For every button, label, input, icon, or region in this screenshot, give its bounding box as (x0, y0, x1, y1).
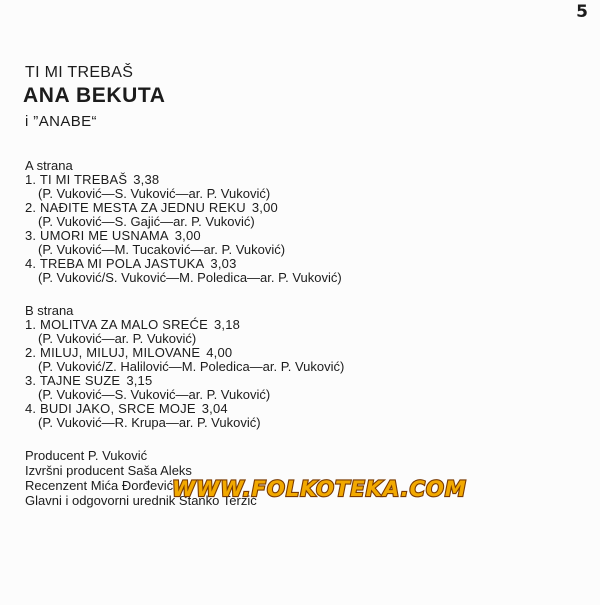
credit-executive-producer: Izvršni producent Saša Aleks (25, 463, 192, 478)
track-duration: 3,04 (201, 401, 228, 416)
side-a-track-3 (25, 229, 585, 243)
credit-producer: Producent P. Vuković (25, 448, 148, 463)
track-duration: 3,38 (133, 172, 160, 187)
side-b-track-3-credits: (P. Vuković—S. Vuković—ar. P. Vuković) (38, 387, 271, 402)
side-b-track-3 (25, 374, 585, 388)
side-a-track-4 (25, 257, 585, 271)
track-title: 4. BUDI JAKO, SRCE MOJE (25, 401, 196, 416)
page-number-mark: 5 (576, 2, 588, 22)
side-b-track-4-credits: (P. Vuković—R. Krupa—ar. P. Vuković) (38, 415, 261, 430)
side-a-track-1-credits: (P. Vuković—S. Vuković—ar. P. Vuković) (38, 186, 271, 201)
side-b-heading: B strana (25, 303, 74, 318)
side-a-heading: A strana (25, 158, 73, 173)
watermark-graphic (168, 475, 528, 501)
track-duration: 3,03 (210, 256, 237, 271)
track-title: 4. TREBA MI POLA JASTUKA (25, 256, 205, 271)
track-duration: 3,00 (174, 228, 201, 243)
watermark-text: WWW.FOLKOTEKA.COM (172, 477, 467, 501)
side-b-track-2 (25, 346, 585, 360)
track-duration: 3,15 (126, 373, 153, 388)
side-a-track-3-credits: (P. Vuković—M. Tucaković—ar. P. Vuković) (38, 242, 286, 257)
side-b-track-2-credits: (P. Vuković/Z. Halilović—M. Poledica—ar. P. Vuković) (38, 359, 345, 374)
side-b-track-1 (25, 318, 585, 332)
track-title: 1. TI MI TREBAŠ (25, 172, 128, 187)
track-duration: 3,00 (251, 200, 278, 215)
track-title: 2. NAĐITE MESTA ZA JEDNU REKU (25, 200, 246, 215)
credit-reviewer: Recenzent Mića Đorđević (25, 478, 174, 493)
side-b-tracklist (25, 318, 585, 430)
side-a-track-2 (25, 201, 585, 215)
track-duration: 4,00 (206, 345, 233, 360)
artist-name: ANA BEKUTA (23, 84, 166, 107)
band-name: i ”ANABE“ (25, 113, 97, 130)
side-b-track-1-credits: (P. Vuković—ar. P. Vuković) (38, 331, 197, 346)
album-title: TI MI TREBAŠ (25, 64, 134, 81)
track-title: 3. TAJNE SUZE (25, 373, 121, 388)
watermark (168, 475, 528, 501)
credit-editor: Glavni i odgovorni urednik Stanko Terzić (25, 493, 257, 508)
side-a-track-2-credits: (P. Vuković—S. Gajić—ar. P. Vuković) (38, 214, 255, 229)
side-a-track-4-credits: (P. Vuković/S. Vuković—M. Poledica—ar. P. Vuković) (38, 270, 342, 285)
track-title: 1. MOLITVA ZA MALO SREĆE (25, 317, 208, 332)
track-duration: 3,18 (214, 317, 241, 332)
side-a-track-1 (25, 173, 585, 187)
track-title: 2. MILUJ, MILUJ, MILOVANE (25, 345, 201, 360)
side-b-track-4 (25, 402, 585, 416)
track-title: 3. UMORI ME USNAMA (25, 228, 169, 243)
side-a-tracklist (25, 173, 585, 285)
